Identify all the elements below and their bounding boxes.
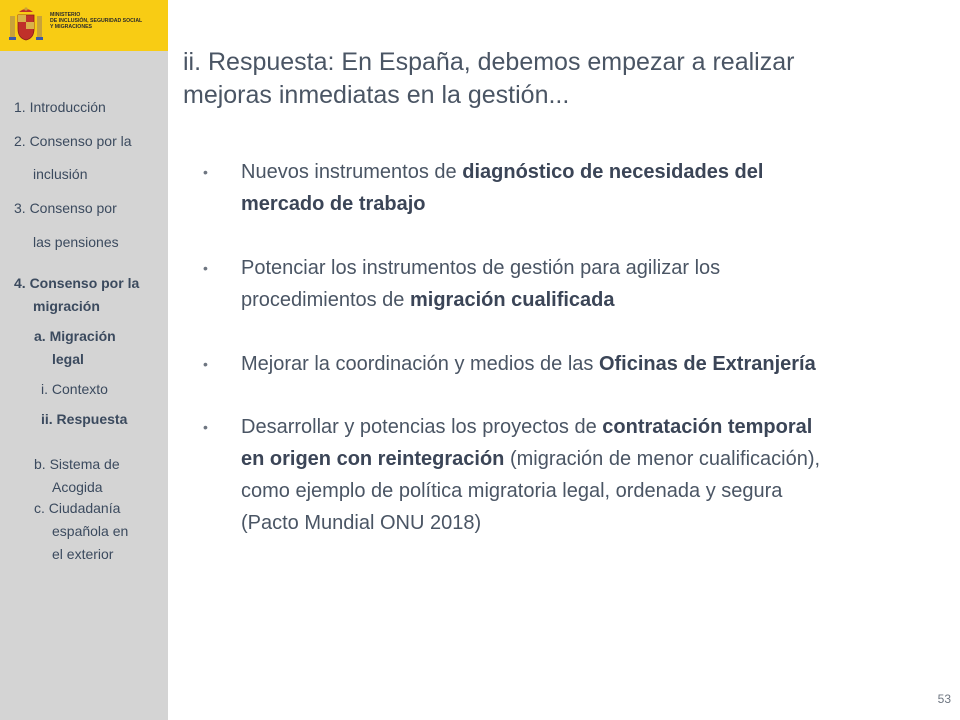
slide-title-line1: ii. Respuesta: En España, debemos empezar a realizar xyxy=(183,48,795,76)
nav-subitem-sistema-acogida[interactable]: b. Sistema de xyxy=(34,456,120,472)
nav-item-consenso-inclusion[interactable]: 2. Consenso por la xyxy=(14,133,132,149)
nav-item-consenso-pensiones[interactable]: 3. Consenso por xyxy=(14,200,117,216)
ministry-logo xyxy=(0,0,168,51)
bullet-text xyxy=(241,156,941,220)
nav-subitem-ciudadania-cont1[interactable]: española en xyxy=(52,523,129,539)
bullet-plain: procedimientos de xyxy=(241,289,410,311)
bullet-icon: • xyxy=(203,356,208,372)
nav-item-consenso-migracion[interactable]: 4. Consenso por la xyxy=(14,275,140,291)
nav-subitem-ciudadania-cont2[interactable]: el exterior xyxy=(52,546,114,562)
bullet-text xyxy=(241,252,941,316)
bullet-bold: diagnóstico de necesidades del xyxy=(462,161,764,183)
nav-subitem-ciudadania[interactable]: c. Ciudadanía xyxy=(34,500,121,516)
slide-title-line2: mejoras inmediatas en la gestión... xyxy=(183,81,570,109)
nav-item-consenso-pensiones-cont[interactable]: las pensiones xyxy=(33,234,119,250)
nav-subitem-sistema-acogida-cont[interactable]: Acogida xyxy=(52,479,103,495)
sidebar-nav xyxy=(0,0,168,720)
bullet-icon: • xyxy=(203,164,208,180)
bullet-plain: Potenciar los instrumentos de gestión para agilizar los xyxy=(241,257,721,279)
nav-item-consenso-inclusion-cont[interactable]: inclusión xyxy=(33,166,88,182)
nav-subitem-migracion-legal-cont[interactable]: legal xyxy=(52,351,84,367)
coat-of-arms-icon xyxy=(7,6,45,44)
bullet-plain: Mejorar la coordinación y medios de las xyxy=(241,353,599,375)
bullet-bold: migración cualificada xyxy=(409,289,615,311)
nav-subitem-respuesta[interactable]: ii. Respuesta xyxy=(41,411,128,427)
nav-subitem-contexto[interactable]: i. Contexto xyxy=(41,381,108,397)
nav-subitem-migracion-legal[interactable]: a. Migración xyxy=(34,328,116,344)
bullet-plain: Desarrollar y potencias los proyectos de xyxy=(241,416,603,438)
bullet-icon: • xyxy=(203,260,208,276)
bullet-plain: como ejemplo de política migratoria legal, ordenada y segura xyxy=(241,480,783,502)
bullet-icon: • xyxy=(203,419,208,435)
nav-item-consenso-migracion-cont[interactable]: migración xyxy=(33,298,100,314)
bullet-text xyxy=(241,411,941,539)
bullet-plain: (Pacto Mundial ONU 2018) xyxy=(241,512,482,534)
slide-title xyxy=(183,46,943,112)
bullet-plain: Nuevos instrumentos de xyxy=(241,161,463,183)
bullet-bold: en origen con reintegración xyxy=(241,448,505,470)
ministry-name: MINISTERIO DE INCLUSIÓN, SEGURIDAD SOCIAL Y MIGRACIONES xyxy=(50,12,143,31)
bullet-plain: (migración de menor cualificación), xyxy=(504,448,821,470)
bullet-bold: mercado de trabajo xyxy=(241,193,426,215)
bullet-bold: Oficinas de Extranjería xyxy=(598,353,816,375)
page-number: 53 xyxy=(937,692,951,706)
bullet-text xyxy=(241,348,941,380)
bullet-bold: contratación temporal xyxy=(602,416,813,438)
nav-item-introduccion[interactable]: 1. Introducción xyxy=(14,99,106,115)
